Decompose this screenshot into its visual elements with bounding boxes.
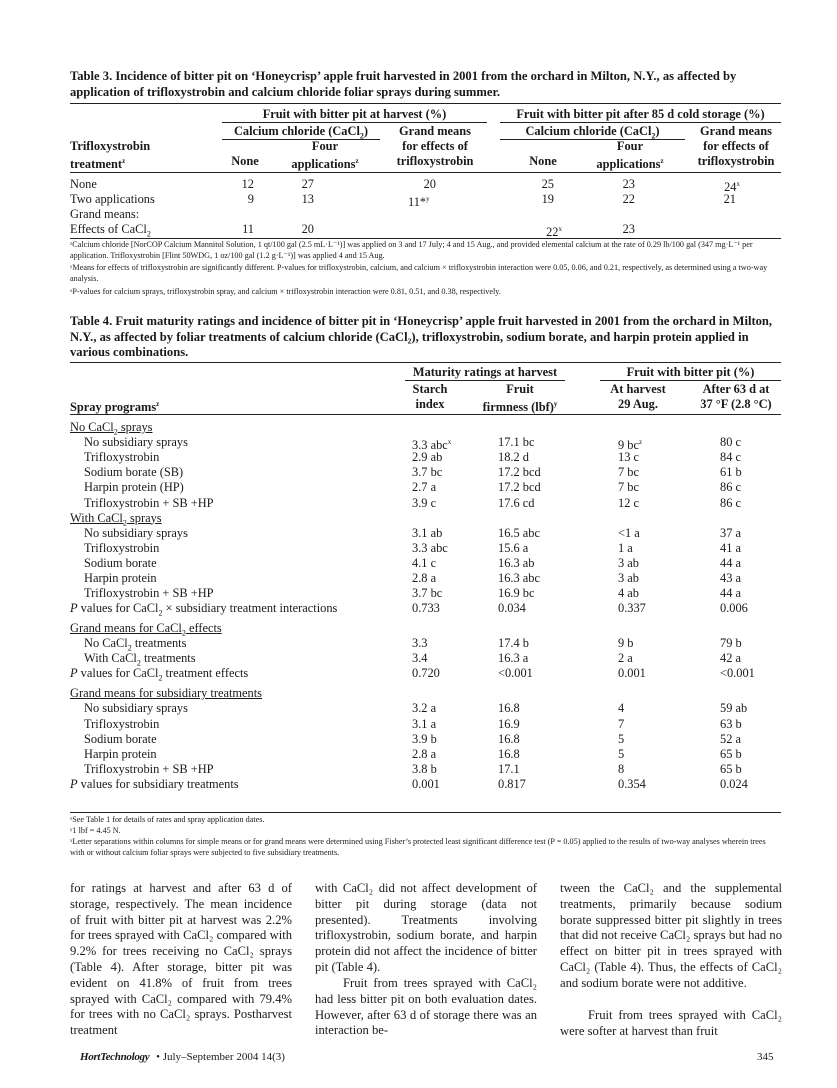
t3-col-none-2: None: [529, 154, 557, 168]
t4-cell-starch: 2.7 a: [412, 480, 437, 495]
t4-section-label: No CaCl$_2$ sprays: [70, 420, 153, 437]
t4-cell-firmness: 16.9 bc: [498, 586, 535, 601]
t3-footnote-3: ˣP-values for calcium sprays, trifloxystrobin spray, and calcium × trifloxystrobin interaction were 0.81, 0.51, and 0.38, respectively.: [70, 287, 501, 296]
t4-cell-harvest: 5: [618, 731, 625, 746]
t3-row-none-v2: 27: [301, 177, 314, 191]
t4-cell-starch: 3.7 bc: [412, 465, 443, 480]
t3-row-none-label: None: [70, 177, 97, 191]
t4-cell-firmness: 0.034: [498, 601, 526, 616]
t4-cell-storage: 63 b: [720, 716, 742, 731]
t4-row-header: Spray programs$^z$: [70, 400, 160, 415]
t4-header-rule: [70, 414, 781, 415]
t4-group-rule-1: [405, 380, 565, 381]
t3-row-effects-v5: 23: [622, 222, 635, 236]
t4-cell-storage: 52 a: [720, 731, 741, 746]
t3-row-none-v1: 12: [241, 177, 254, 191]
t4-cell-firmness: 16.5 abc: [498, 525, 540, 540]
t4-cell-firmness: 17.2 bcd: [498, 480, 541, 495]
t3-row-none-v3: 20: [423, 177, 436, 191]
t4-row-label: No CaCl$_2$ treatments: [84, 636, 187, 653]
t4-cell-starch: 3.3: [412, 636, 428, 651]
t3-group-rule-1: [222, 122, 487, 123]
t4-cell-storage: 79 b: [720, 636, 742, 651]
t4-row-label: No subsidiary sprays: [84, 525, 188, 540]
t3-header-rule: [70, 172, 781, 173]
t3-cacl2-header-2: Calcium chloride (CaCl$_2$): [525, 124, 660, 141]
t4-cell-storage: 80 c: [720, 435, 741, 450]
t4-row-label: No subsidiary sprays: [84, 701, 188, 716]
t3-col-none-1: None: [231, 154, 259, 168]
t4-cell-firmness: 18.2 d: [498, 450, 529, 465]
t4-cell-firmness: 15.6 a: [498, 540, 529, 555]
t3-row-none-v6: 24$^x$: [724, 180, 740, 195]
t4-cell-harvest: 9 $bc^z$: [618, 438, 643, 453]
t3-row-two-v1: 9: [247, 192, 254, 206]
t3-grandmeans-2: Grand means for effects of trifloxystrobin: [697, 124, 775, 168]
t3-group-storage: Fruit with bitter pit after 85 d cold storage (%): [516, 107, 765, 121]
t4-cell-harvest: 1 a: [618, 540, 633, 555]
t3-footnote-2: ʸMeans for effects of trifloxystrobin are significantly different. P-values for trifloxystrobin, calcium, and calcium × trifloxystrobin interaction were 0.05, 0.06, and 0.21, respectively, as determined using a two-way analysis.: [70, 263, 768, 283]
t4-cell-harvest: 7 bc: [618, 480, 639, 495]
t4-cell-starch: 3.1 a: [412, 716, 437, 731]
t3-row-effects-label: Effects of CaCl$_2$: [70, 222, 151, 239]
t4-cell-firmness: 16.8: [498, 701, 520, 716]
t3-row-grand-label: Grand means:: [70, 207, 140, 221]
t4-cell-firmness: 0.817: [498, 776, 526, 791]
t4-row-label: Trifloxystrobin + SB +HP: [84, 761, 214, 776]
t4-cell-harvest: 0.001: [618, 666, 646, 681]
t4-col-firm: Fruit firmness (lbf)$^y$: [482, 382, 558, 415]
footer-journal: [80, 1051, 285, 1063]
t4-cell-harvest: 7: [618, 716, 625, 731]
t4-row-label: Trifloxystrobin: [84, 716, 160, 731]
t4-cell-storage: 41 a: [720, 540, 741, 555]
t3-cacl2-header-1: Calcium chloride (CaCl$_2$): [233, 124, 369, 141]
t4-cell-firmness: 17.2 bcd: [498, 465, 541, 480]
t4-cell-starch: 3.7 bc: [412, 586, 443, 601]
t4-row-label: Harpin protein: [84, 571, 157, 585]
t4-cell-starch: 0.001: [412, 776, 440, 791]
t4-pvalue-label: P values for CaCl$_2$ × subsidiary treatment interactions: [70, 601, 338, 618]
table4-top-rule: [70, 362, 781, 363]
t4-pvalue-label: P values for CaCl$_2$ treatment effects: [70, 666, 249, 683]
t3-col-four-1: Four applications$^z$: [291, 139, 359, 172]
t3-row-two-v6: 21: [723, 192, 736, 206]
t4-cell-firmness: 16.3 ab: [498, 555, 535, 570]
t4-row-label: Sodium borate: [84, 555, 157, 570]
t3-group-rule-2: [500, 122, 781, 123]
t4-cell-starch: 3.8 b: [412, 761, 437, 776]
journal-logo: HortTechnology: [80, 1051, 150, 1063]
t4-cell-storage: 65 b: [720, 746, 742, 761]
t4-cell-harvest: 9 b: [618, 636, 634, 651]
body-column-3a: tween the CaCl₂ and the supplemental treatments, primarily because sodium borate suppressed bitter pit slightly in trees that did not receive CaCl₂ sprays but had no effect on bitter pit in trees sprayed with CaCl₂ (Table 4). Thus, the effects of CaCl₂ and sodium borate were not additive.: [560, 881, 782, 990]
body-column-2b: Fruit from trees sprayed with CaCl₂ had less bitter pit on both evaluation dates. However, after 63 d of storage there was an interaction be-: [315, 976, 537, 1038]
t4-cell-storage: 84 c: [720, 450, 741, 465]
t4-cell-harvest: 3 ab: [618, 571, 639, 585]
body-column-1: for ratings at harvest and after 63 d of storage, respectively. The mean incidence of fruit with bitter pit at harvest was 2.2% for trees sprayed with CaCl₂ compared with 9.2% for trees receiving no CaCl₂ sprays (Table 4). After storage, bitter pit was evident on 41.8% of fruit from trees sprayed with CaCl₂ compared with 79.4% for trees with no CaCl₂ sprays. Postharvest treatment: [70, 881, 292, 1038]
t4-cell-storage: <0.001: [720, 666, 755, 681]
t4-row-label: Sodium borate: [84, 731, 157, 746]
t3-bottom-rule: [70, 238, 781, 239]
t4-cell-starch: 2.8 a: [412, 746, 437, 761]
t4-section-label: With CaCl$_2$ sprays: [70, 510, 162, 528]
t3-row-header: Trifloxystrobin treatment$^z$: [70, 139, 151, 172]
t4-row-label: Sodium borate (SB): [84, 465, 184, 480]
t4-cell-starch: 3.3 abc: [412, 540, 448, 555]
t4-col-starch: Starch index: [412, 382, 448, 411]
t4-cell-starch: 3.3 abc$^x$: [412, 438, 452, 453]
t4-row-label: Trifloxystrobin: [84, 540, 160, 555]
t3-row-none-v5: 23: [622, 177, 635, 191]
t4-cell-storage: 43 a: [720, 571, 741, 585]
t4-cell-starch: 3.9 c: [412, 495, 437, 510]
t4-cell-harvest: 5: [618, 746, 625, 761]
t4-cell-firmness: 16.8: [498, 746, 520, 761]
t4-cell-starch: 3.9 b: [412, 731, 437, 746]
t4-cell-harvest: 12 c: [618, 495, 639, 510]
t4-cell-firmness: 16.3 a: [498, 651, 529, 666]
body-column-2a: with CaCl₂ did not affect development of bitter pit during storage (data not presented). Treatments involving trifloxystrobin, sodium borate, and harpin protein did not affect the incidence of bitter pit (Table 4).: [315, 881, 537, 974]
table4-caption: Table 4. Fruit maturity ratings and incidence of bitter pit in ‘Honeycrisp’ apple fruit harvested in 2001 from the orchard in Milton, N.Y., as affected by foliar treatments of calcium chloride (CaCl₂), trifloxystrobin, sodium borate, and harpin protein applied in various combinations.: [70, 314, 773, 359]
t4-row-label: Trifloxystrobin: [84, 450, 160, 465]
t4-cell-harvest: 7 bc: [618, 465, 639, 480]
t4-cell-harvest: 3 ab: [618, 555, 639, 570]
t4-cell-starch: 0.720: [412, 666, 440, 681]
t4-row-label: Trifloxystrobin + SB +HP: [84, 495, 214, 510]
t4-cell-harvest: 13 c: [618, 450, 639, 465]
table3-caption: Table 3. Incidence of bitter pit on ‘Honeycrisp’ apple fruit harvested in 2001 from the orchard in Milton, N.Y., as affected by application of trifloxystrobin and calcium chloride foliar sprays during summer.: [70, 69, 737, 99]
t4-group-bitterpit: Fruit with bitter pit (%): [626, 365, 755, 379]
t4-footnote-1: ᶻSee Table 1 for details of rates and spray application dates.: [70, 815, 265, 824]
t4-cell-firmness: 17.6 cd: [498, 495, 535, 510]
t4-cell-starch: 2.9 ab: [412, 450, 443, 465]
t4-footnote-2: ʸ1 lbf = 4.45 N.: [70, 826, 121, 835]
t4-cell-harvest: 0.337: [618, 601, 646, 616]
t3-row-two-v2: 13: [301, 192, 314, 206]
t4-cell-storage: 86 c: [720, 480, 741, 495]
t4-cell-firmness: 17.1: [498, 761, 520, 776]
t4-col-after: After 63 d at 37 °F (2.8 °C): [700, 382, 772, 411]
t4-cell-storage: 37 a: [720, 525, 741, 540]
t4-cell-storage: 44 a: [720, 555, 741, 570]
t4-cell-starch: 0.733: [412, 601, 440, 616]
t4-cell-firmness: 16.9: [498, 716, 520, 731]
t3-grandmeans-1: Grand means for effects of trifloxystrobin: [396, 124, 474, 168]
t3-row-effects-v2: 20: [301, 222, 314, 236]
t3-row-two-v4: 19: [541, 192, 554, 206]
t3-col-four-2: Four applications$^z$: [596, 139, 664, 172]
t4-section-label: Grand means for CaCl$_2$ effects: [70, 621, 222, 638]
t4-cell-starch: 3.4: [412, 651, 428, 666]
table3-top-rule: [70, 103, 781, 104]
t4-cell-firmness: 17.4 b: [498, 636, 529, 651]
t3-row-none-v4: 25: [541, 177, 554, 191]
t4-cell-storage: 44 a: [720, 586, 741, 601]
t4-col-harvest: At harvest 29 Aug.: [610, 382, 666, 411]
t4-row-label: Harpin protein (HP): [84, 480, 184, 495]
body-column-3b: Fruit from trees sprayed with CaCl₂ were softer at harvest than fruit: [560, 1008, 782, 1038]
t4-cell-harvest: 4: [618, 701, 625, 716]
t4-cell-storage: 65 b: [720, 761, 742, 776]
t4-cell-storage: 0.006: [720, 601, 748, 616]
t3-row-effects-v4: 22$^x$: [546, 225, 562, 240]
t4-cell-storage: 59 ab: [720, 701, 748, 716]
t4-cell-storage: 61 b: [720, 465, 742, 480]
t4-cell-storage: 86 c: [720, 495, 741, 510]
t3-row-two-v5: 22: [622, 192, 635, 206]
t4-cell-harvest: 0.354: [618, 776, 646, 791]
t4-group-rule-2: [600, 380, 781, 381]
t4-cell-harvest: <1 a: [618, 525, 640, 540]
t4-cell-harvest: 2 a: [618, 651, 633, 666]
t4-cell-firmness: <0.001: [498, 666, 533, 681]
t4-cell-firmness: 16.8: [498, 731, 520, 746]
t3-footnote-1: ᶻCalcium chloride [NorCOP Calcium Mannitol Solution, 1 qt/100 gal (2.5 mL·L⁻¹)] was applied on 3 and 17 July; 4 and 15 Aug., and provided elemental calcium at the rate of 0.29 lb/100 gal (347 mg·L⁻¹ per application. Trifloxystrobin [Flint 50WDG, 1 oz/100 gal (1.2 g·L⁻¹)] was applied 4 and 15 Aug.: [70, 240, 753, 260]
t4-row-label: Harpin protein: [84, 746, 157, 761]
t4-cell-firmness: 16.3 abc: [498, 571, 540, 585]
t4-cell-starch: 3.1 ab: [412, 525, 443, 540]
t4-bottom-rule: [70, 812, 781, 813]
t3-row-effects-v1: 11: [242, 222, 254, 236]
t3-row-two-v3: 11*$^y$: [408, 195, 430, 210]
t4-cell-harvest: 8: [618, 761, 625, 776]
t4-footnote-3: ˣLetter separations within columns for simple means or for grand means were determined using Fisher’s protected least significant difference test (P = 0.05) applied to the results of two-way analyses wherein trees with or without calcium foliar sprays were subjected to five subsidiary treatments.: [70, 837, 766, 857]
t3-group-harvest: Fruit with bitter pit at harvest (%): [262, 107, 447, 121]
t4-cell-firmness: 17.1 bc: [498, 435, 535, 450]
t4-row-label: No subsidiary sprays: [84, 435, 188, 450]
t4-cell-starch: 4.1 c: [412, 555, 437, 570]
t4-cell-harvest: 4 ab: [618, 586, 639, 601]
t4-cell-storage: 42 a: [720, 651, 741, 666]
t3-row-two-label: Two applications: [70, 192, 155, 206]
t4-row-label: Trifloxystrobin + SB +HP: [84, 586, 214, 601]
issue-info: • July–September 2004 14(3): [156, 1051, 285, 1063]
t4-cell-storage: 0.024: [720, 776, 748, 791]
t4-row-label: With CaCl$_2$ treatments: [84, 651, 196, 668]
t4-group-maturity: Maturity ratings at harvest: [412, 365, 558, 379]
t4-pvalue-label: P values for subsidiary treatments: [70, 776, 239, 791]
page-number: 345: [757, 1051, 774, 1063]
t4-cell-starch: 2.8 a: [412, 571, 437, 585]
t4-section-label: Grand means for subsidiary treatments: [70, 686, 263, 701]
t4-cell-starch: 3.2 a: [412, 701, 437, 716]
